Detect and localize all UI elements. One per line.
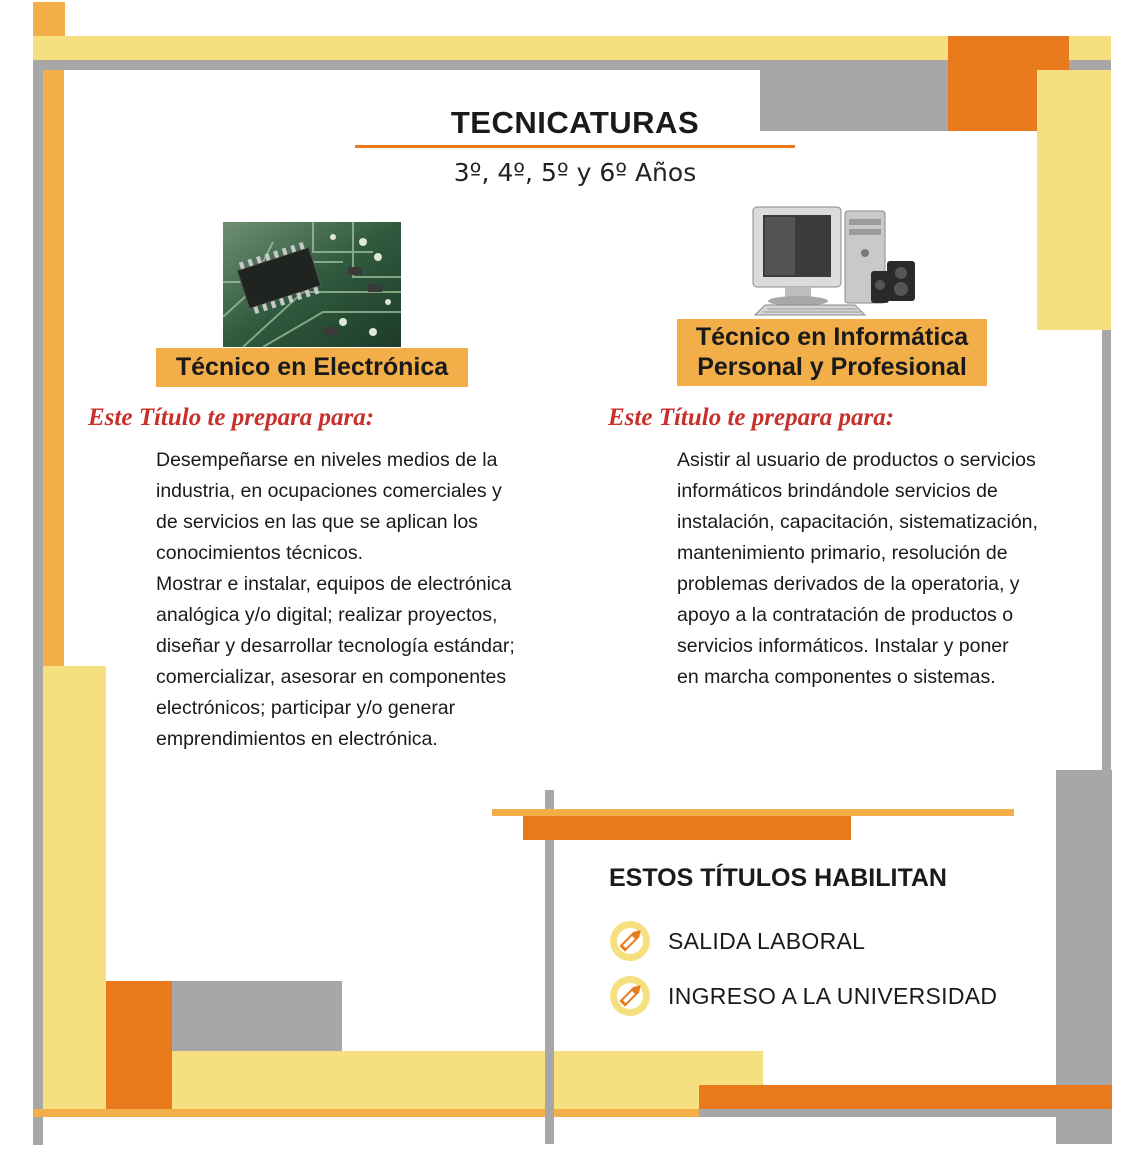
- text-line: conocimientos técnicos.: [156, 542, 364, 564]
- frame-bottom-orange-line: [33, 1109, 699, 1117]
- frame-right-gray-line: [1102, 330, 1111, 770]
- text-line: emprendimientos en electrónica.: [156, 728, 438, 750]
- title-underline: [355, 145, 795, 148]
- text-line: servicios informáticos. Instalar y poner: [677, 635, 1009, 657]
- label-informatica-line1: Técnico en Informática: [695, 323, 969, 351]
- frame-bottom-yellow-band: [172, 1051, 763, 1109]
- frame-left-gray-line: [33, 70, 43, 1145]
- frame-left-yellow-panel: [43, 666, 106, 1116]
- text-line: Mostrar e instalar, equipos de electrónica: [156, 573, 512, 595]
- label-tecnico-informatica: [677, 319, 987, 386]
- text-line: problemas derivados de la operatoria, y: [677, 573, 1020, 595]
- computer-photo: [745, 205, 925, 320]
- pencil-badge-icon: [609, 975, 651, 1017]
- text-line: de servicios en las que se aplican los: [156, 511, 478, 533]
- habilitan-item-ingreso-universidad: [609, 975, 997, 1017]
- prep-heading-electronica: Este Título te prepara para:: [88, 404, 375, 431]
- text-line: electrónicos; participar y/o generar: [156, 697, 456, 719]
- frame-bottom-right-orange-band: [699, 1085, 1112, 1109]
- text-line: apoyo a la contratación de productos o: [677, 604, 1014, 626]
- text-line: mantenimiento primario, resolución de: [677, 542, 1008, 564]
- frame-corner-square: [33, 2, 65, 36]
- habilitan-title: ESTOS TÍTULOS HABILITAN: [609, 864, 947, 892]
- frame-bottom-orange-block: [106, 981, 172, 1117]
- frame-right-yellow-panel: [1037, 70, 1111, 330]
- label-tecnico-electronica: Técnico en Electrónica: [156, 348, 468, 387]
- prep-heading-informatica: Este Título te prepara para:: [608, 404, 895, 431]
- frame-bottom-gray-block: [172, 981, 342, 1051]
- text-line: en marcha componentes o sistemas.: [677, 666, 996, 688]
- text-line: Desempeñarse en niveles medios de la: [156, 449, 498, 471]
- habilitan-item-salida-laboral: [609, 920, 865, 962]
- frame-left-orange-strip: [43, 70, 64, 666]
- page-title: TECNICATURAS: [450, 105, 700, 140]
- text-line: Asistir al usuario de productos o servicios: [677, 449, 1036, 471]
- frame-bottom-right-gray-line: [699, 1109, 1056, 1117]
- text-line: industria, en ocupaciones comerciales y: [156, 480, 502, 502]
- text-line: diseñar y desarrollar tecnología estándar;: [156, 635, 515, 657]
- page-subtitle: 3º, 4º, 5º y 6º Años: [453, 158, 697, 187]
- habilitan-item-label: SALIDA LABORAL: [668, 927, 866, 954]
- center-vertical-gray-line: [545, 790, 554, 1144]
- label-informatica-line2: Personal y Profesional: [697, 353, 967, 381]
- electronica-description: [156, 445, 556, 755]
- text-line: informáticos brindándole servicios de: [677, 480, 998, 502]
- circuit-board-photo: [223, 222, 401, 347]
- habilitan-item-label: INGRESO A LA UNIVERSIDAD: [668, 982, 998, 1009]
- text-line: instalación, capacitación, sistematización,: [677, 511, 1038, 533]
- text-line: comercializar, asesorar en componentes: [156, 666, 507, 688]
- informatica-description: [677, 445, 1077, 693]
- center-orange-bar: [523, 816, 851, 840]
- center-orange-rule: [492, 809, 1014, 816]
- text-line: analógica y/o digital; realizar proyectos,: [156, 604, 498, 626]
- pencil-badge-icon: [609, 920, 651, 962]
